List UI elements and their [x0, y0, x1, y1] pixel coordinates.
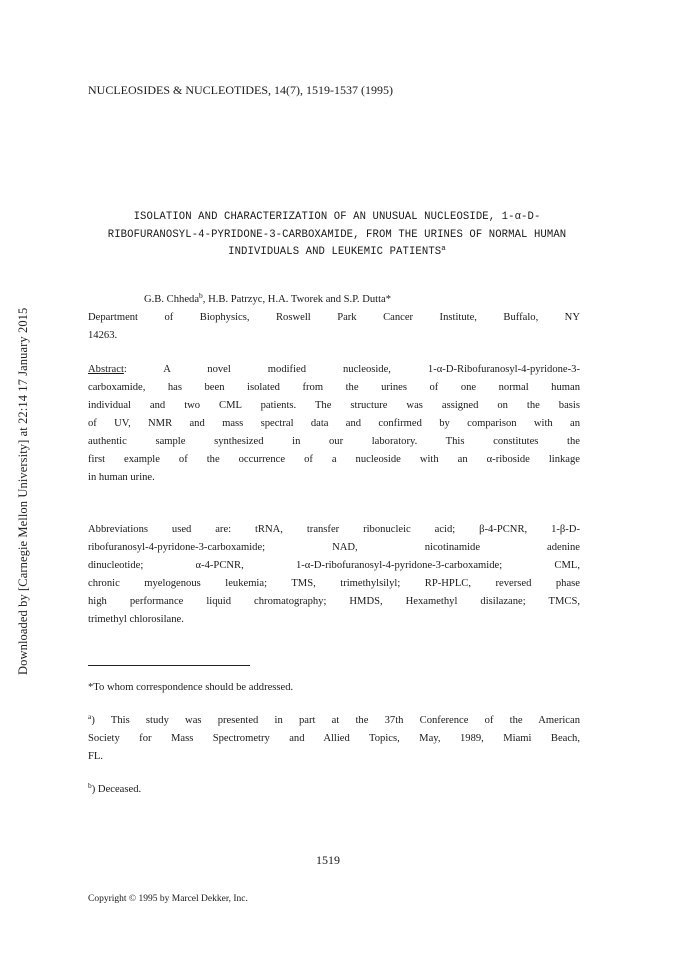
footnote-divider	[88, 665, 250, 666]
abbreviations-line: ribofuranosyl-4-pyridone-3-carboxamide; NAD, nicotinamide adenine	[88, 542, 580, 553]
title-line: RIBOFURANOSYL-4-PYRIDONE-3-CARBOXAMIDE, FROM THE URINES OF NORMAL HUMAN	[107, 229, 567, 241]
abstract-line: carboxamide, has been isolated from the urines of one normal human	[88, 382, 580, 393]
footnote-b-line	[88, 781, 142, 795]
abstract-text: : A novel modified nucleoside, 1-α-D-Ribofuranosyl-4-pyridone-3-	[123, 364, 580, 375]
title-text: INDIVIDUALS AND LEUKEMIC PATIENTS	[228, 246, 442, 258]
footnote-b-marker: b	[88, 781, 92, 790]
title-footnote-marker: a	[441, 245, 446, 253]
footnote-a-text: ) This study was presented in part at the 37th Conference of the American	[91, 715, 580, 726]
footnote-correspondence: *To whom correspondence should be addressed.	[88, 682, 294, 693]
footnote-a-line	[88, 712, 580, 726]
author-list	[144, 291, 392, 305]
abstract-label: Abstract	[88, 364, 124, 375]
journal-citation: NUCLEOSIDES & NUCLEOTIDES, 14(7), 1519-1537 (1995)	[88, 83, 393, 97]
author-footnote-marker: b	[199, 291, 203, 300]
author-names: , H.B. Patrzyc, H.A. Tworek and S.P. Dutta*	[202, 294, 392, 305]
abstract-line: first example of the occurrence of a nucleoside with an α-riboside linkage	[88, 454, 580, 465]
abstract-line: in human urine.	[88, 472, 155, 483]
abbreviations-line: chronic myelogenous leukemia; TMS, trimethylsilyl; RP-HPLC, reversed phase	[88, 578, 580, 589]
abbreviations-line: high performance liquid chromatography; HMDS, Hexamethyl disilazane; TMCS,	[88, 596, 580, 607]
title-line: ISOLATION AND CHARACTERIZATION OF AN UNUSUAL NUCLEOSIDE, 1-α-D-	[133, 211, 541, 223]
abstract-line: of UV, NMR and mass spectral data and confirmed by comparison with an	[88, 418, 580, 429]
abbreviations-line: dinucleotide; α-4-PCNR, 1-α-D-ribofuranosyl-4-pyridone-3-carboxamide; CML,	[88, 560, 580, 571]
abbreviations-line: trimethyl chlorosilane.	[88, 614, 184, 625]
footnote-a-line: FL.	[88, 751, 104, 762]
page-number: 1519	[316, 853, 340, 867]
title-line	[88, 246, 586, 258]
download-watermark: Downloaded by [Carnegie Mellon University] at 22:14 17 January 2015	[16, 307, 30, 675]
affiliation-line: 14263.	[88, 330, 118, 341]
copyright-notice: Copyright © 1995 by Marcel Dekker, Inc.	[88, 894, 248, 904]
abstract-line	[88, 364, 580, 375]
affiliation-line: Department of Biophysics, Roswell Park Cancer Institute, Buffalo, NY	[88, 312, 580, 323]
abstract-line: authentic sample synthesized in our laboratory. This constitutes the	[88, 436, 580, 447]
abbreviations-line: Abbreviations used are: tRNA, transfer ribonucleic acid; β-4-PCNR, 1-β-D-	[88, 524, 580, 535]
footnote-a-marker: a	[88, 712, 92, 721]
author-name: G.B. Chheda	[144, 294, 200, 305]
footnote-b-text: ) Deceased.	[91, 784, 142, 795]
footnote-a-line: Society for Mass Spectrometry and Allied Topics, May, 1989, Miami Beach,	[88, 733, 580, 744]
abstract-line: individual and two CML patients. The structure was assigned on the basis	[88, 400, 580, 411]
